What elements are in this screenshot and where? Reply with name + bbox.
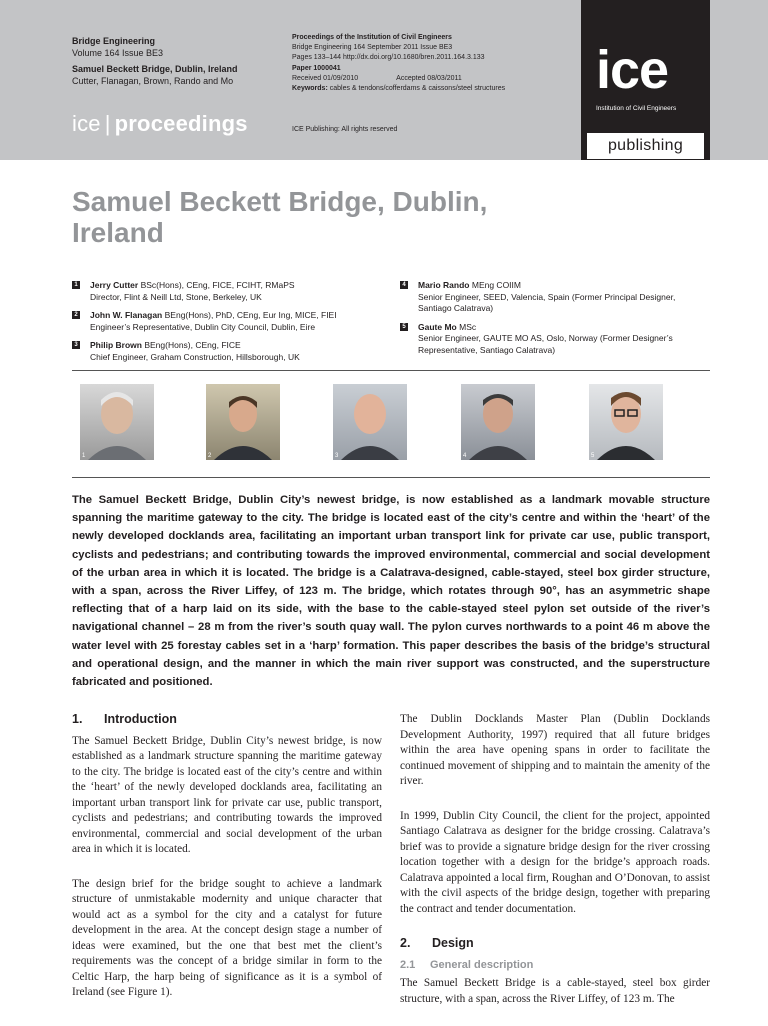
divider-bottom <box>72 477 710 478</box>
authors-right-column <box>400 280 710 363</box>
meta-keywords: Keywords: cables & tendons/cofferdams & caissons/steel structures <box>292 85 506 93</box>
journal-article-title: Samuel Beckett Bridge, Dublin, Ireland <box>72 63 238 74</box>
author-photo-3: 3 <box>333 384 407 460</box>
meta-issue: Bridge Engineering 164 September 2011 Issue BE3 <box>292 44 453 52</box>
author-photo-2: 2 <box>206 384 280 460</box>
meta-dates <box>292 74 522 84</box>
author-entry: 2 John W. Flanagan BEng(Hons), PhD, CEng, Eur Ing, MICE, FIEI Engineer’s Representative, Dublin City Council, Dublin, Eire <box>72 310 392 333</box>
author-photo-5: 5 <box>589 384 663 460</box>
paragraph: The Dublin Docklands Master Plan (Dublin Docklands Development Authority, 1997) required that all future bridges within the area have opening spans in order to facilitate the continued movement of shipping and to maintain the amenity of the river. <box>400 713 710 787</box>
paragraph: The design brief for the bridge sought to achieve a landmark structure of unmistakable modernity and unique character that would act as a symbol for the city and a catalyst for future development in the area. At the concept design stage a number of ideas were examined, but the one that best met the client’s requirements was the concept of a bridge similar in form to the Celtic Harp, the harp being of significance as it is a symbol of Ireland (see Figure 1). <box>72 877 382 998</box>
rights-notice: ICE Publishing: All rights reserved <box>292 126 398 133</box>
meta-received: Received 01/09/2010 <box>292 74 359 82</box>
section-heading: 1. Introduction <box>72 712 177 726</box>
journal-info <box>72 35 238 87</box>
ice-proceedings-label: ice | proceedings <box>72 111 248 136</box>
subsection-heading: 2.1 General description <box>400 958 534 971</box>
publication-meta <box>292 33 522 94</box>
ice-publishing-logo <box>581 0 710 160</box>
portrait-icon <box>461 384 535 460</box>
section-heading: 2. Design <box>400 936 474 950</box>
author-entry: 1 Jerry Cutter BSc(Hons), CEng, FICE, FCIHT, RMaPS Director, Flint & Neill Ltd, Stone, Berkeley, UK <box>72 280 392 303</box>
authors-left-column <box>72 280 392 370</box>
logo-institution-text: Institution of Civil Engineers <box>596 105 677 112</box>
portrait-icon <box>80 384 154 460</box>
paper-title: Samuel Beckett Bridge, Dublin, Ireland <box>72 186 488 248</box>
meta-accepted: Accepted 08/03/2011 <box>396 74 462 82</box>
portrait-icon <box>206 384 280 460</box>
portrait-icon <box>333 384 407 460</box>
meta-title: Proceedings of the Institution of Civil Engineers <box>292 34 452 41</box>
paragraph: In 1999, Dublin City Council, the client for the project, appointed Santiago Calatrava as designer for the bridge crossing. Calatrava’s brief was to provide a signature bridge design for the river crossing location together with a design for the bridge’s approach roads. Calatrava appointed a local firm, Roughan and O’Donovan, to assist with the civil aspects of the bridge design, together with preparing the contract and tender documentation. <box>400 809 710 915</box>
journal-name: Bridge Engineering <box>72 36 156 46</box>
header-band <box>0 0 768 160</box>
divider-top <box>72 370 710 371</box>
paragraph: The Samuel Beckett Bridge is a cable-stayed, steel box girder structure, with a span, across the River Liffey, of 123 m. The <box>400 977 710 1005</box>
meta-pages-doi: Pages 133–144 http://dx.doi.org/10.1680/bren.2011.164.3.133 <box>292 54 485 62</box>
paragraph: The Samuel Beckett Bridge, Dublin City’s newest bridge, is now established as a landmark structure spanning the maritime gateway to the city. The bridge is located east of the city’s centre and within the ‘heart’ of the newly developed docklands area, facilitating an important urban transport link for private car use, public transport, cyclists and pedestrians; and contributing towards the improved environmental, commercial and social development of the urban area in which it is located. <box>72 734 382 855</box>
journal-authors: Cutter, Flanagan, Brown, Rando and Mo <box>72 75 234 86</box>
author-entry: 5 Gaute Mo MSc Senior Engineer, GAUTE MO AS, Oslo, Norway (Former Designer’s Representative, Santiago Calatrava) <box>400 322 710 357</box>
journal-volume: Volume 164 Issue BE3 <box>72 48 164 59</box>
author-entry: 4 Mario Rando MEng COIIM Senior Engineer, SEED, Valencia, Spain (Former Principal Designer, Santiago Calatrava) <box>400 280 710 315</box>
left-column <box>72 712 382 1020</box>
right-column <box>400 712 710 1026</box>
meta-paper-number: Paper 1000041 <box>292 64 341 72</box>
abstract: The Samuel Beckett Bridge, Dublin City’s newest bridge, is now established as a landmark movable structure spanning the maritime gateway to the city. The bridge is located east of the city’s centre and within the ‘heart’ of the newly developed docklands area, facilitating an important urban transport link for private car use, public transport, cyclists and pedestrians; and contributing towards the improved environmental, commercial and social development of the urban area in which it is located. The bridge is a Calatrava-designed, cable-stayed, steel box girder structure, with a span, across the River Liffey, of 123 m. The bridge, which rotates through 90°, has an asymmetric shape reflecting that of a harp laid on its side, with the base to the cable-stayed steel pylon set outside of the river’s navigational channel – 28 m from the river’s south quay wall. The pylon curves northwards to a point 46 m above the water level with 25 forestay cables set in a ‘harp’ formation. This paper describes the basis of the bridge’s structural and operational design, and the manner in which the main river support was constructed, and the superstructure fabricated and positioned. <box>72 494 710 689</box>
author-entry: 3 Philip Brown BEng(Hons), CEng, FICE Chief Engineer, Graham Construction, Hillsborough, UK <box>72 340 392 363</box>
author-photo-4: 4 <box>461 384 535 460</box>
portrait-icon <box>589 384 663 460</box>
logo-ice-text: ice <box>596 40 669 100</box>
author-photo-1: 1 <box>80 384 154 460</box>
logo-publishing-text: publishing <box>607 137 684 154</box>
